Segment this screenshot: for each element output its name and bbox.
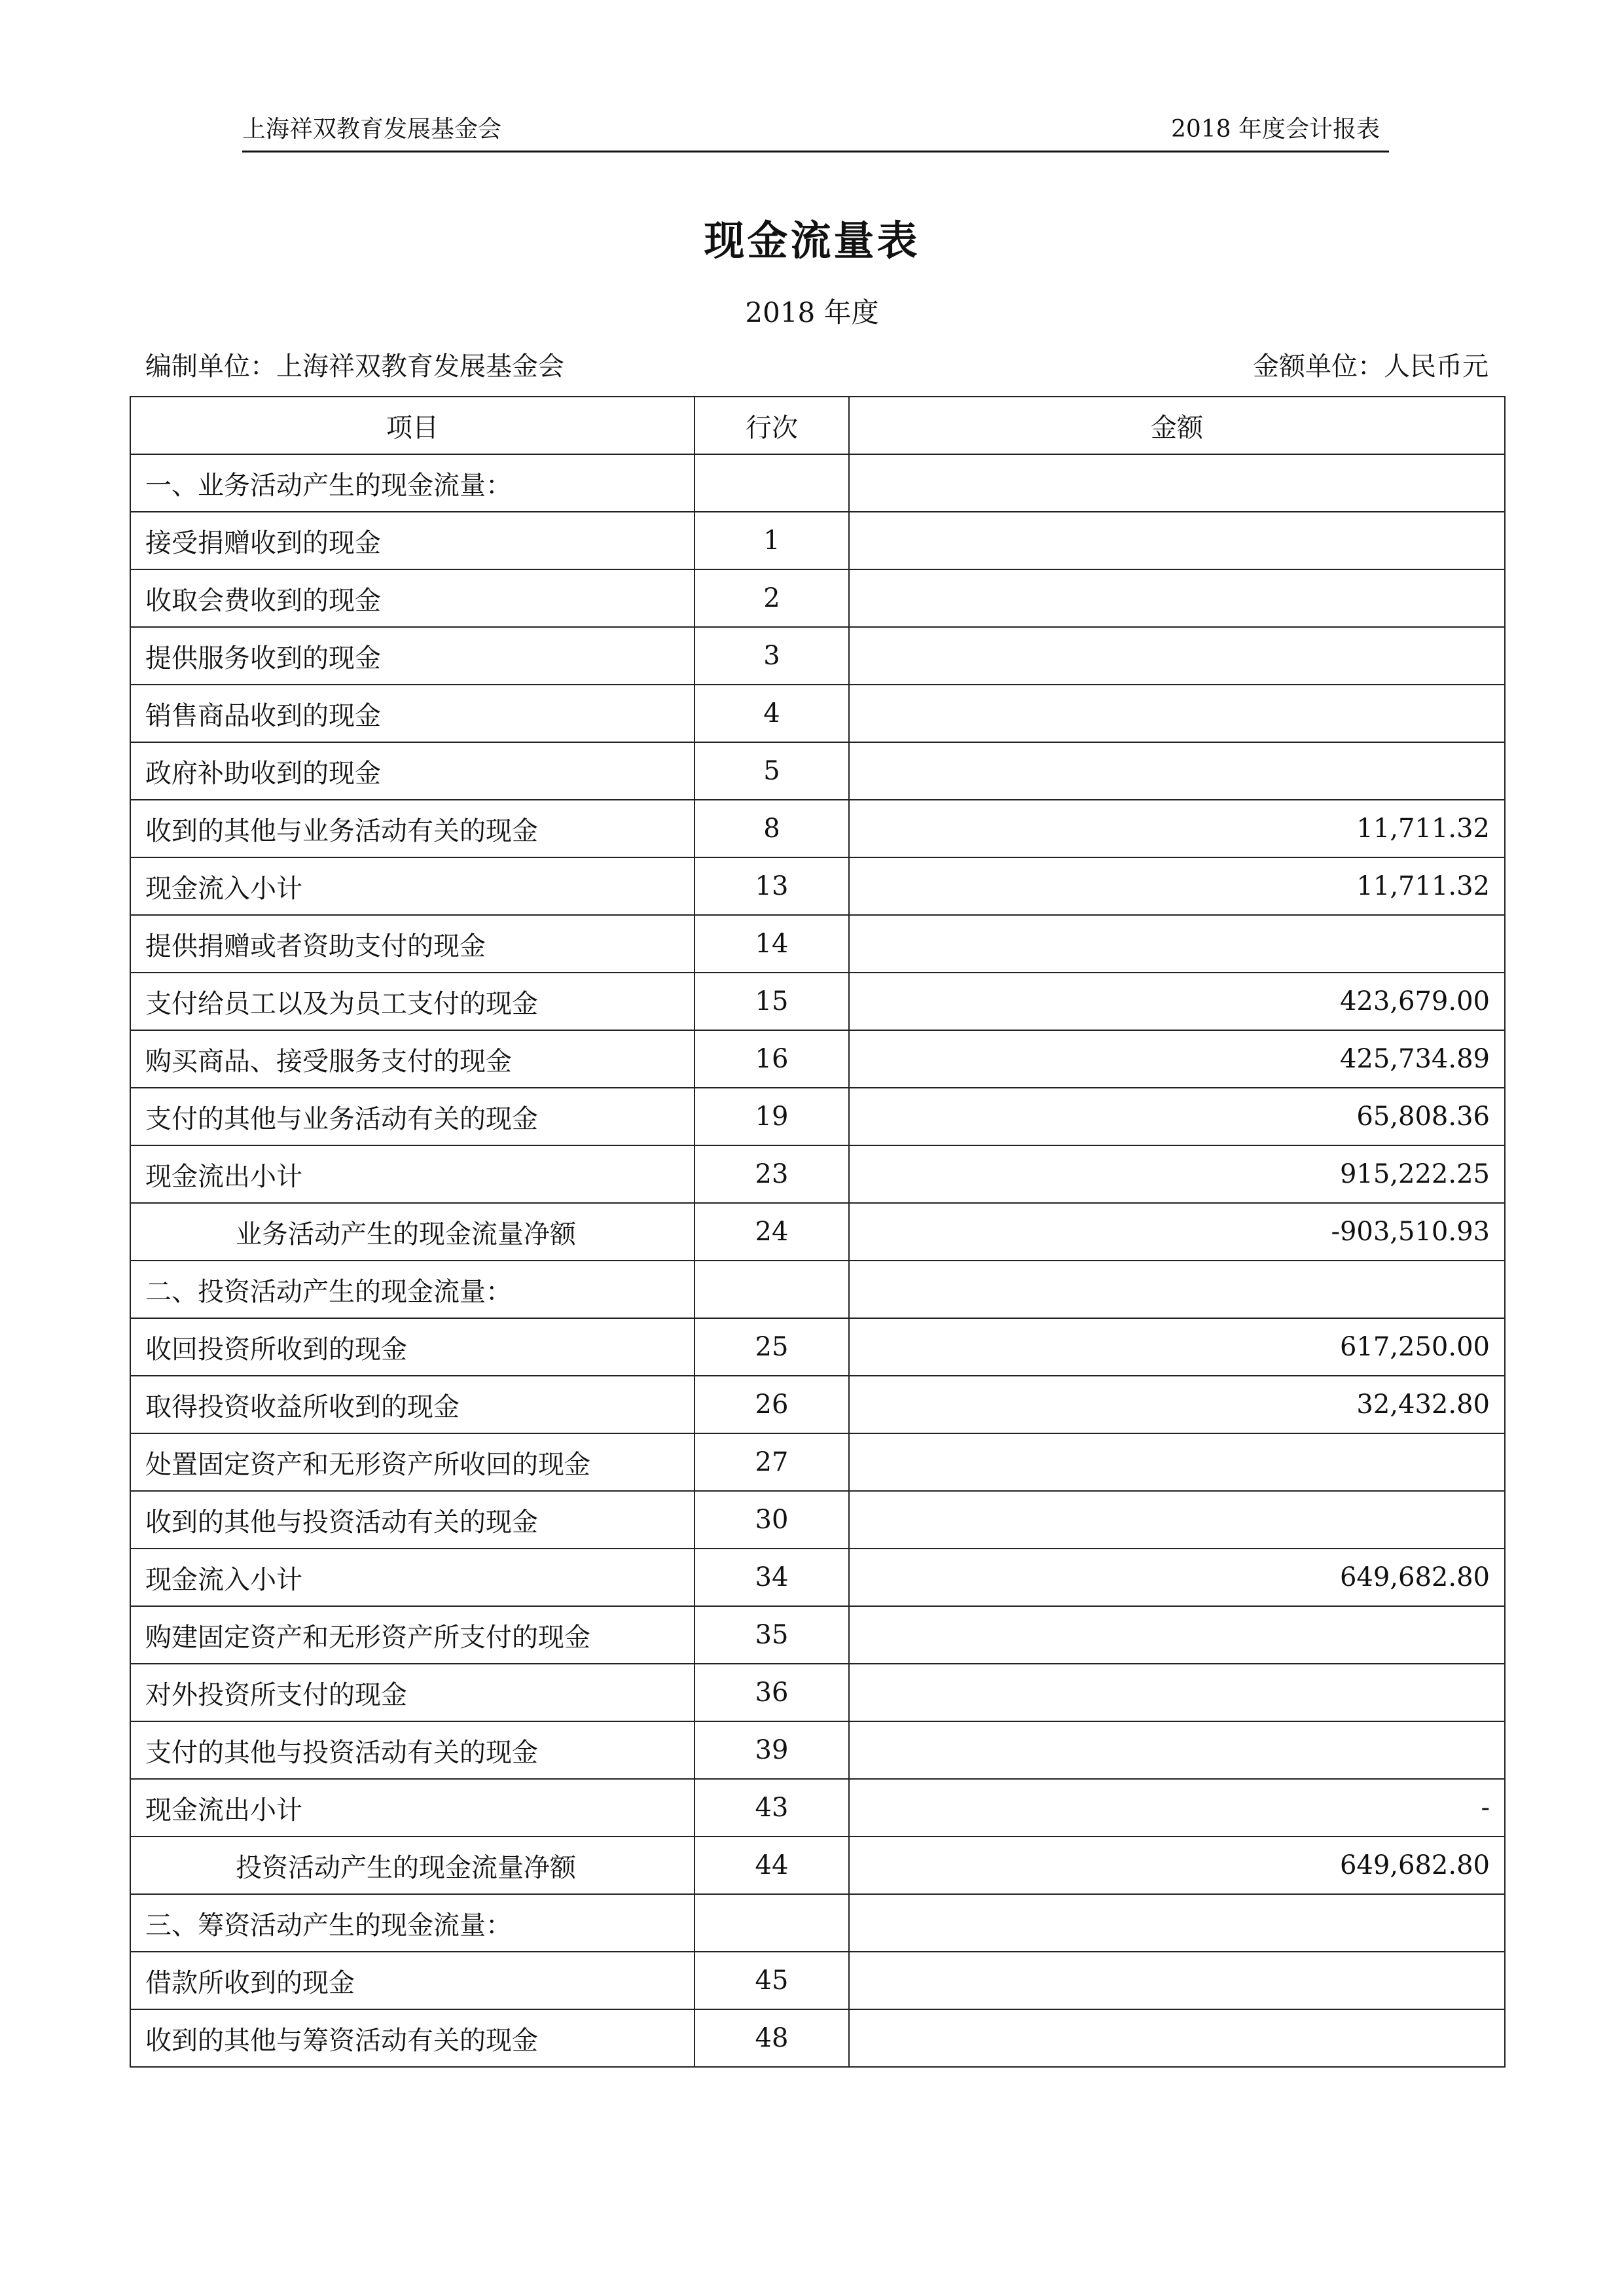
row-line-number xyxy=(695,1261,849,1318)
row-amount xyxy=(849,1491,1505,1549)
row-line-number: 4 xyxy=(695,685,849,742)
row-amount xyxy=(849,2009,1505,2067)
row-item-label: 提供捐赠或者资助支付的现金 xyxy=(130,915,695,973)
row-item-label: 收到的其他与筹资活动有关的现金 xyxy=(130,2009,695,2067)
row-line-number: 15 xyxy=(695,973,849,1030)
table-row xyxy=(130,1203,1505,1261)
row-amount: -903,510.93 xyxy=(849,1203,1505,1261)
table-row xyxy=(130,1088,1505,1145)
table-row xyxy=(130,2009,1505,2067)
table-row xyxy=(130,1433,1505,1491)
page-title: 现金流量表 xyxy=(704,217,920,264)
table-row xyxy=(130,1952,1505,2009)
row-line-number: 30 xyxy=(695,1491,849,1549)
row-line-number: 24 xyxy=(695,1203,849,1261)
table-row xyxy=(130,1894,1505,1952)
table-row xyxy=(130,857,1505,915)
row-amount xyxy=(849,1433,1505,1491)
row-line-number: 48 xyxy=(695,2009,849,2067)
row-item-label: 支付给员工以及为员工支付的现金 xyxy=(130,973,695,1030)
table-row xyxy=(130,454,1505,512)
row-amount xyxy=(849,627,1505,685)
row-item-label: 对外投资所支付的现金 xyxy=(130,1664,695,1721)
row-item-label: 投资活动产生的现金流量净额 xyxy=(130,1837,695,1894)
row-line-number xyxy=(695,1894,849,1952)
column-header-line: 行次 xyxy=(695,397,849,454)
row-line-number: 36 xyxy=(695,1664,849,1721)
row-item-label: 借款所收到的现金 xyxy=(130,1952,695,2009)
row-amount xyxy=(849,512,1505,569)
row-item-label: 处置固定资产和无形资产所收回的现金 xyxy=(130,1433,695,1491)
table-row xyxy=(130,1318,1505,1376)
row-item-label: 二、投资活动产生的现金流量： xyxy=(130,1261,695,1318)
row-line-number: 39 xyxy=(695,1721,849,1779)
column-header-amount: 金额 xyxy=(849,397,1505,454)
row-item-label: 购买商品、接受服务支付的现金 xyxy=(130,1030,695,1088)
row-amount xyxy=(849,454,1505,512)
table-row xyxy=(130,1837,1505,1894)
row-item-label: 取得投资收益所收到的现金 xyxy=(130,1376,695,1433)
table-row xyxy=(130,1376,1505,1433)
table-row xyxy=(130,1606,1505,1664)
table-row xyxy=(130,800,1505,857)
row-line-number: 19 xyxy=(695,1088,849,1145)
row-item-label: 接受捐赠收到的现金 xyxy=(130,512,695,569)
row-amount: 65,808.36 xyxy=(849,1088,1505,1145)
row-amount: 649,682.80 xyxy=(849,1549,1505,1606)
row-line-number: 35 xyxy=(695,1606,849,1664)
row-item-label: 收到的其他与业务活动有关的现金 xyxy=(130,800,695,857)
row-line-number: 2 xyxy=(695,569,849,627)
row-line-number: 26 xyxy=(695,1376,849,1433)
row-item-label: 政府补助收到的现金 xyxy=(130,742,695,800)
table-row xyxy=(130,1549,1505,1606)
cash-flow-table xyxy=(130,396,1506,2068)
row-line-number: 27 xyxy=(695,1433,849,1491)
row-amount xyxy=(849,1952,1505,2009)
table-row xyxy=(130,1491,1505,1549)
row-line-number: 25 xyxy=(695,1318,849,1376)
row-line-number: 44 xyxy=(695,1837,849,1894)
row-item-label: 收到的其他与投资活动有关的现金 xyxy=(130,1491,695,1549)
table-row xyxy=(130,685,1505,742)
row-item-label: 三、筹资活动产生的现金流量： xyxy=(130,1894,695,1952)
row-amount xyxy=(849,569,1505,627)
running-header xyxy=(242,111,1389,152)
row-item-label: 收取会费收到的现金 xyxy=(130,569,695,627)
row-amount xyxy=(849,742,1505,800)
row-line-number: 13 xyxy=(695,857,849,915)
table-row xyxy=(130,627,1505,685)
table-row xyxy=(130,1721,1505,1779)
row-amount: 32,432.80 xyxy=(849,1376,1505,1433)
row-amount: 617,250.00 xyxy=(849,1318,1505,1376)
row-item-label: 收回投资所收到的现金 xyxy=(130,1318,695,1376)
report-year: 2018 年度 xyxy=(745,296,879,329)
row-item-label: 现金流入小计 xyxy=(130,1549,695,1606)
row-item-label: 现金流入小计 xyxy=(130,857,695,915)
row-amount: 649,682.80 xyxy=(849,1837,1505,1894)
row-item-label: 提供服务收到的现金 xyxy=(130,627,695,685)
row-amount: - xyxy=(849,1779,1505,1837)
row-item-label: 业务活动产生的现金流量净额 xyxy=(130,1203,695,1261)
row-item-label: 支付的其他与投资活动有关的现金 xyxy=(130,1721,695,1779)
row-line-number: 14 xyxy=(695,915,849,973)
row-line-number: 5 xyxy=(695,742,849,800)
table-body xyxy=(130,454,1505,2067)
table-row xyxy=(130,973,1505,1030)
row-line-number: 8 xyxy=(695,800,849,857)
table-row xyxy=(130,1030,1505,1088)
row-line-number: 23 xyxy=(695,1145,849,1203)
table-row xyxy=(130,1779,1505,1837)
currency-unit: 金额单位：人民币元 xyxy=(1253,351,1489,382)
table-row xyxy=(130,1261,1505,1318)
row-amount: 425,734.89 xyxy=(849,1030,1505,1088)
row-amount: 11,711.32 xyxy=(849,800,1505,857)
row-line-number: 16 xyxy=(695,1030,849,1088)
row-amount xyxy=(849,1894,1505,1952)
row-line-number: 3 xyxy=(695,627,849,685)
row-amount: 915,222.25 xyxy=(849,1145,1505,1203)
row-amount: 11,711.32 xyxy=(849,857,1505,915)
table-row xyxy=(130,569,1505,627)
row-item-label: 购建固定资产和无形资产所支付的现金 xyxy=(130,1606,695,1664)
header-report-name: 2018 年度会计报表 xyxy=(1170,116,1380,143)
table-row xyxy=(130,512,1505,569)
row-item-label: 一、业务活动产生的现金流量： xyxy=(130,454,695,512)
table-row xyxy=(130,742,1505,800)
row-amount xyxy=(849,1664,1505,1721)
row-amount: 423,679.00 xyxy=(849,973,1505,1030)
table-row xyxy=(130,1145,1505,1203)
row-item-label: 支付的其他与业务活动有关的现金 xyxy=(130,1088,695,1145)
row-item-label: 现金流出小计 xyxy=(130,1779,695,1837)
header-organization: 上海祥双教育发展基金会 xyxy=(242,116,502,143)
table-row xyxy=(130,915,1505,973)
prepared-by: 编制单位：上海祥双教育发展基金会 xyxy=(145,351,564,382)
row-item-label: 销售商品收到的现金 xyxy=(130,685,695,742)
row-item-label: 现金流出小计 xyxy=(130,1145,695,1203)
row-line-number: 1 xyxy=(695,512,849,569)
table-row xyxy=(130,1664,1505,1721)
row-line-number: 34 xyxy=(695,1549,849,1606)
row-line-number: 45 xyxy=(695,1952,849,2009)
row-amount xyxy=(849,685,1505,742)
row-amount xyxy=(849,1261,1505,1318)
row-amount xyxy=(849,915,1505,973)
table-header-row xyxy=(130,397,1505,454)
column-header-item: 项目 xyxy=(130,397,695,454)
row-amount xyxy=(849,1721,1505,1779)
row-line-number: 43 xyxy=(695,1779,849,1837)
row-amount xyxy=(849,1606,1505,1664)
row-line-number xyxy=(695,454,849,512)
